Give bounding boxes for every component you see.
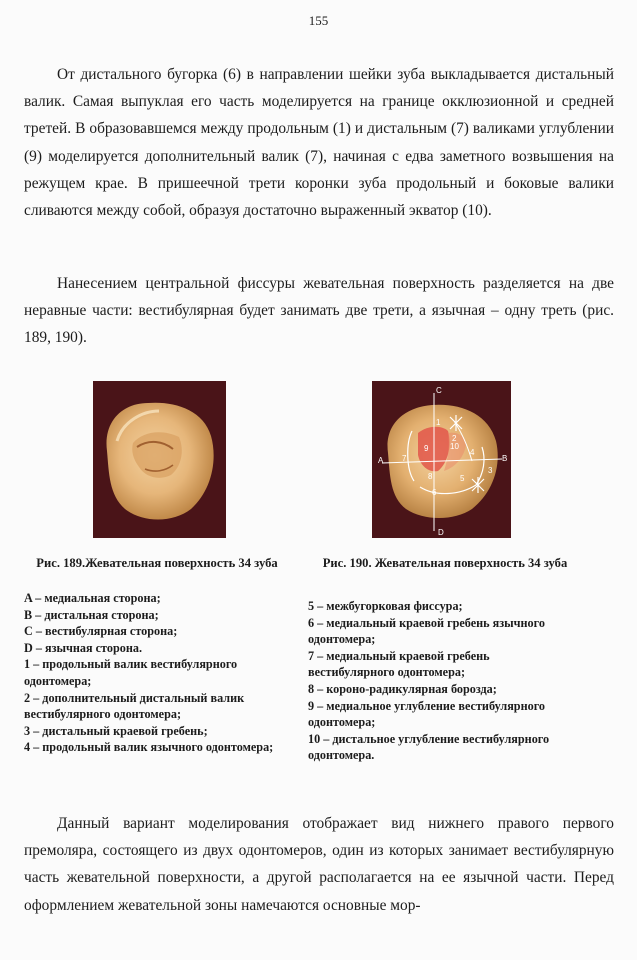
label-d: D xyxy=(438,528,444,537)
label-6: 6 xyxy=(432,488,437,497)
paragraph-1-text: От дистального бугорка (6) в направлении шейки зуба выкладывается дистальный валик. Самая выпуклая его часть моделируется на границе окклюзионной и средней третей. В образовавшемся между продольным (1) и дистальным (7) валиками углублении (9) моделируется дополнительный валик (7), начиная с едва заметного возвышения на режущем крае. В пришеечной трети коронки зуба продольный и боковые валики сливаются между собой, образуя достаточно выраженный экватор (10). xyxy=(24,66,614,220)
label-7: 7 xyxy=(402,454,407,463)
figure-189-photo xyxy=(93,381,226,538)
figure-190-caption: Рис. 190. Жевательная поверхность 34 зуба xyxy=(322,556,568,570)
label-b: B xyxy=(502,454,508,463)
label-c: C xyxy=(436,386,442,395)
annotated-tooth-illustration xyxy=(372,381,511,538)
legend-item: 1 – продольный валик вестибулярного одонтомера; xyxy=(24,657,238,688)
legend-item: 5 – межбугорковая фиссура; xyxy=(308,599,463,613)
paragraph-1 xyxy=(24,61,614,224)
figure-190-photo xyxy=(372,381,511,538)
legend-item: 6 – медиальный краевой гребень язычного одонтомера; xyxy=(308,615,545,647)
label-1: 1 xyxy=(436,418,441,427)
legend-item: C – вестибулярная сторона; xyxy=(24,624,178,639)
label-4: 4 xyxy=(470,448,475,457)
paragraph-2-text: Нанесением центральной фиссуры жевательная поверхность разделяется на две неравные части: вестибулярная будет занимать две трети, а язычная – одну треть (рис. 189, 190). xyxy=(24,275,614,347)
label-5: 5 xyxy=(460,474,465,483)
label-9: 9 xyxy=(424,444,429,453)
paragraph-2 xyxy=(24,270,614,352)
label-3: 3 xyxy=(488,466,493,475)
legend-item: B – дистальная сторона; xyxy=(24,607,159,622)
legend-item: 10 – дистальное углубление вестибулярного одонтомера. xyxy=(308,731,550,763)
label-8: 8 xyxy=(428,472,433,481)
legend-item: 7 – медиальный краевой гребень вестибулярного одонтомера; xyxy=(308,648,490,680)
page-number: 155 xyxy=(308,13,329,28)
label-10: 10 xyxy=(450,442,459,451)
label-a: A xyxy=(378,456,384,465)
figure-189-caption: Рис. 189.Жевательная поверхность 34 зуба xyxy=(36,556,278,570)
figure-189-legend xyxy=(24,590,286,756)
legend-item: 4 – продольный валик язычного одонтомера; xyxy=(24,740,274,755)
paragraph-3 xyxy=(24,810,614,919)
legend-item: 2 – дополнительный дистальный валик вестибулярного одонтомера; xyxy=(24,690,245,722)
legend-item: A – медиальная сторона; xyxy=(24,591,161,605)
legend-item: 3 – дистальный краевой гребень; xyxy=(24,723,208,738)
paragraph-3-text: Данный вариант моделирования отображает вид нижнего правого первого премоляра, состоящего из двух одонтомеров, один из которых занимает вестибулярную часть жевательной поверхности, а другой располагается на ее язычной части. Перед оформлением жевательной зоны намечаются основные мор- xyxy=(24,815,614,914)
legend-item: D – язычная сторона. xyxy=(24,640,142,655)
legend-item: 8 – короно-радикулярная борозда; xyxy=(308,681,497,696)
figure-190-legend xyxy=(308,598,573,764)
legend-item: 9 – медиальное углубление вестибулярного одонтомера; xyxy=(308,698,546,730)
label-2: 2 xyxy=(452,434,457,443)
tooth-photo-illustration xyxy=(93,381,226,538)
